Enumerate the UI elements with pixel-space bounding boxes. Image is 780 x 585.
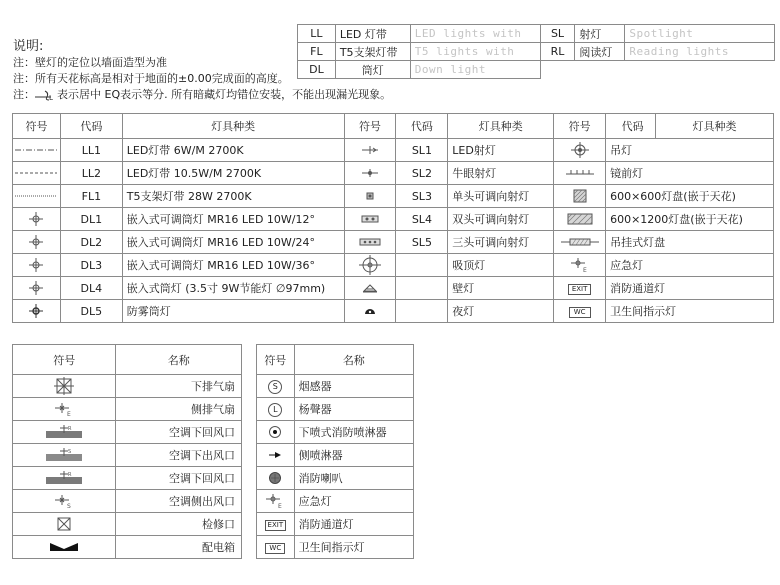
legend-empty: [575, 61, 625, 79]
table-row: [257, 513, 414, 536]
code-cell: FL1: [60, 185, 122, 208]
table-row: [13, 300, 774, 323]
hvac-name: 空调下出风口: [116, 444, 242, 467]
hvac-name: 空调下回风口: [116, 421, 242, 444]
col-header: 符号: [13, 345, 116, 375]
fixture-name: 双头可调向射灯: [448, 208, 554, 231]
table-row: [13, 536, 242, 559]
legend-cn: T5支架灯带: [335, 43, 410, 61]
table-row: [257, 421, 414, 444]
speaker-icon: [257, 398, 295, 421]
hvac-name: 下排气扇: [116, 375, 242, 398]
col-header: 代码: [396, 114, 448, 139]
table-row: [257, 444, 414, 467]
table-row: [13, 162, 774, 185]
col-header: 灯具种类: [656, 114, 774, 139]
fire-name: 下喷式消防喷淋器: [294, 421, 413, 444]
legend-code: DL: [298, 61, 336, 79]
col-header: 符号: [13, 114, 61, 139]
triple-spot-icon: [344, 231, 396, 254]
downlight-icon: [13, 254, 61, 277]
table-header: [13, 345, 242, 375]
col-header: 代码: [606, 114, 656, 139]
legend-cn: LED 灯带: [335, 25, 410, 43]
pendant-lamp-icon: [554, 139, 606, 162]
exit-sign-icon: [554, 277, 606, 300]
grid-panel-1200-icon: [554, 208, 606, 231]
led-strip-dashdot-icon: [13, 139, 61, 162]
fire-horn-icon: [257, 467, 295, 490]
hvac-table: [12, 344, 242, 559]
wc-label: WC: [265, 543, 285, 554]
downlight-icon: [13, 277, 61, 300]
legend-en: Reading lights: [625, 43, 775, 61]
speaker-letter: L: [268, 403, 282, 417]
table-row: [13, 185, 774, 208]
hvac-name: 空调侧出风口: [116, 490, 242, 513]
mirror-light-icon: [554, 162, 606, 185]
legend-en: Down light: [410, 61, 540, 79]
fixture-name: LED灯带 10.5W/M 2700K: [122, 162, 344, 185]
fire-name: 杨聲器: [294, 398, 413, 421]
fire-name: 卫生间指示灯: [294, 536, 413, 559]
legend-cn: 筒灯: [335, 61, 410, 79]
table-row: [13, 398, 242, 421]
legend-empty: [540, 61, 575, 79]
ceiling-light-icon: [344, 254, 396, 277]
table-row: [257, 490, 414, 513]
legend-cn: 射灯: [575, 25, 625, 43]
fixture-name: 吊挂式灯盘: [606, 231, 774, 254]
table-header: [257, 345, 414, 375]
code-cell: DL1: [60, 208, 122, 231]
table-header: [13, 114, 774, 139]
note-line: 注：所有天花标高是相对于地面的±0.00完成面的高度。: [13, 72, 289, 85]
fixture-name: 镜前灯: [606, 162, 774, 185]
fire-name: 侧喷淋器: [294, 444, 413, 467]
fixture-name: 壁灯: [448, 277, 554, 300]
legend-code: FL: [298, 43, 336, 61]
code-cell: SL2: [396, 162, 448, 185]
table-row: [13, 513, 242, 536]
note-line: 注：壁灯的定位以墙面造型为准: [13, 56, 167, 69]
spotlight-icon: [344, 139, 396, 162]
code-cell: [396, 254, 448, 277]
hvac-name: 配电箱: [116, 536, 242, 559]
exit-label: EXIT: [568, 284, 592, 295]
wall-lamp-icon: [344, 277, 396, 300]
hvac-name: 检修口: [116, 513, 242, 536]
table-row: [13, 375, 242, 398]
note-prefix: 注：: [13, 88, 35, 101]
table-row: [13, 444, 242, 467]
hvac-name: 侧排气扇: [116, 398, 242, 421]
legend-code: SL: [540, 25, 575, 43]
code-cell: DL4: [60, 277, 122, 300]
fixture-name: 吊灯: [606, 139, 774, 162]
suspended-panel-icon: [554, 231, 606, 254]
svg-text:E: E: [278, 503, 283, 509]
col-header: 灯具种类: [122, 114, 344, 139]
code-cell: DL3: [60, 254, 122, 277]
fire-safety-table: [256, 344, 414, 559]
fixture-name: 嵌入式可调筒灯 MR16 LED 10W/36°: [122, 254, 344, 277]
col-header: 灯具种类: [448, 114, 554, 139]
hvac-name: 空调下回风口: [116, 467, 242, 490]
distribution-box-icon: [13, 536, 116, 559]
fire-name: 消防喇叭: [294, 467, 413, 490]
code-cell: SL3: [396, 185, 448, 208]
fixture-name: 夜灯: [448, 300, 554, 323]
centerline-icon: [35, 89, 57, 101]
code-cell: SL4: [396, 208, 448, 231]
fixture-name: 卫生间指示灯: [606, 300, 774, 323]
note-line: [13, 87, 391, 103]
table-row: [13, 467, 242, 490]
smoke-letter: S: [268, 380, 282, 394]
lighting-table: [12, 113, 774, 323]
fixture-name: 嵌入式可调筒灯 MR16 LED 10W/12°: [122, 208, 344, 231]
fixture-name: 消防通道灯: [606, 277, 774, 300]
emergency-light-icon: [257, 490, 295, 513]
col-header: 代码: [60, 114, 122, 139]
fixture-name: 嵌入式可调筒灯 MR16 LED 10W/24°: [122, 231, 344, 254]
svg-text:R: R: [68, 426, 72, 432]
antifog-downlight-icon: [13, 300, 61, 323]
code-cell: SL5: [396, 231, 448, 254]
code-cell: DL5: [60, 300, 122, 323]
side-exhaust-fan-icon: [13, 398, 116, 421]
svg-text:S: S: [68, 449, 72, 455]
table-row: [257, 375, 414, 398]
side-supply-vent-icon: [13, 490, 116, 513]
exit-sign-icon: [257, 513, 295, 536]
access-panel-icon: [13, 513, 116, 536]
col-header: 符号: [257, 345, 295, 375]
wc-sign-icon: [554, 300, 606, 323]
fixture-name: 牛眼射灯: [448, 162, 554, 185]
downlight-icon: [13, 208, 61, 231]
note-text: 表示居中 EQ表示等分. 所有暗藏灯均错位安装，不能出现漏光现象。: [57, 88, 392, 101]
downlight-icon: [13, 231, 61, 254]
fixture-name: 三头可调向射灯: [448, 231, 554, 254]
svg-text:E: E: [67, 411, 72, 417]
table-row: [13, 421, 242, 444]
fire-name: 应急灯: [294, 490, 413, 513]
night-light-icon: [344, 300, 396, 323]
code-cell: LL2: [60, 162, 122, 185]
table-row: [13, 490, 242, 513]
code-cell: [396, 277, 448, 300]
led-strip-dashed-icon: [13, 162, 61, 185]
fixture-name: 单头可调向射灯: [448, 185, 554, 208]
side-sprinkler-icon: [257, 444, 295, 467]
table-row: [257, 467, 414, 490]
wc-sign-icon: [257, 536, 295, 559]
notes: [13, 38, 391, 103]
code-cell: [396, 300, 448, 323]
fixture-name: T5支架灯带 28W 2700K: [122, 185, 344, 208]
col-header: 名称: [116, 345, 242, 375]
exit-label: EXIT: [265, 520, 287, 531]
table-row: [13, 139, 774, 162]
code-cell: SL1: [396, 139, 448, 162]
eyeball-spotlight-icon: [344, 162, 396, 185]
svg-text:R: R: [68, 472, 72, 478]
code-cell: LL1: [60, 139, 122, 162]
fixture-name: 600×1200灯盘(嵌于天花): [606, 208, 774, 231]
supply-air-vent-icon: [13, 444, 116, 467]
fire-name: 烟感器: [294, 375, 413, 398]
double-spot-icon: [344, 208, 396, 231]
legend-en: LED lights with: [410, 25, 540, 43]
col-header: 符号: [344, 114, 396, 139]
return-air-vent-icon: [13, 421, 116, 444]
table-row: [13, 254, 774, 277]
smoke-detector-icon: [257, 375, 295, 398]
emergency-light-icon: [554, 254, 606, 277]
grid-panel-600-icon: [554, 185, 606, 208]
table-row: [257, 536, 414, 559]
legend-en: Spotlight: [625, 25, 775, 43]
code-cell: DL2: [60, 231, 122, 254]
fixture-name: LED射灯: [448, 139, 554, 162]
table-row: [13, 277, 774, 300]
single-spot-icon: [344, 185, 396, 208]
table-row: [13, 231, 774, 254]
fixture-name: 吸顶灯: [448, 254, 554, 277]
legend-cn: 阅读灯: [575, 43, 625, 61]
svg-text:L: L: [49, 94, 53, 101]
fixture-name: 嵌入式筒灯 (3.5寸 9W节能灯 ∅97mm): [122, 277, 344, 300]
legend-empty: [625, 61, 775, 79]
svg-text:S: S: [67, 503, 72, 509]
sprinkler-icon: [257, 421, 295, 444]
legend-code: RL: [540, 43, 575, 61]
legend-en: T5 lights with: [410, 43, 540, 61]
fixture-name: 应急灯: [606, 254, 774, 277]
col-header: 名称: [294, 345, 413, 375]
table-row: [13, 208, 774, 231]
wc-label: WC: [569, 307, 591, 318]
fire-name: 消防通道灯: [294, 513, 413, 536]
fixture-name: 防雾筒灯: [122, 300, 344, 323]
t5-strip-dotted-icon: [13, 185, 61, 208]
exhaust-fan-icon: [13, 375, 116, 398]
svg-text:E: E: [582, 267, 587, 273]
col-header: 符号: [554, 114, 606, 139]
return-air-vent-icon: [13, 467, 116, 490]
table-row: [257, 398, 414, 421]
fixture-name: 600×600灯盘(嵌于天花): [606, 185, 774, 208]
fixture-name: LED灯带 6W/M 2700K: [122, 139, 344, 162]
legend-code: LL: [298, 25, 336, 43]
notes-title: 说明:: [13, 39, 44, 54]
